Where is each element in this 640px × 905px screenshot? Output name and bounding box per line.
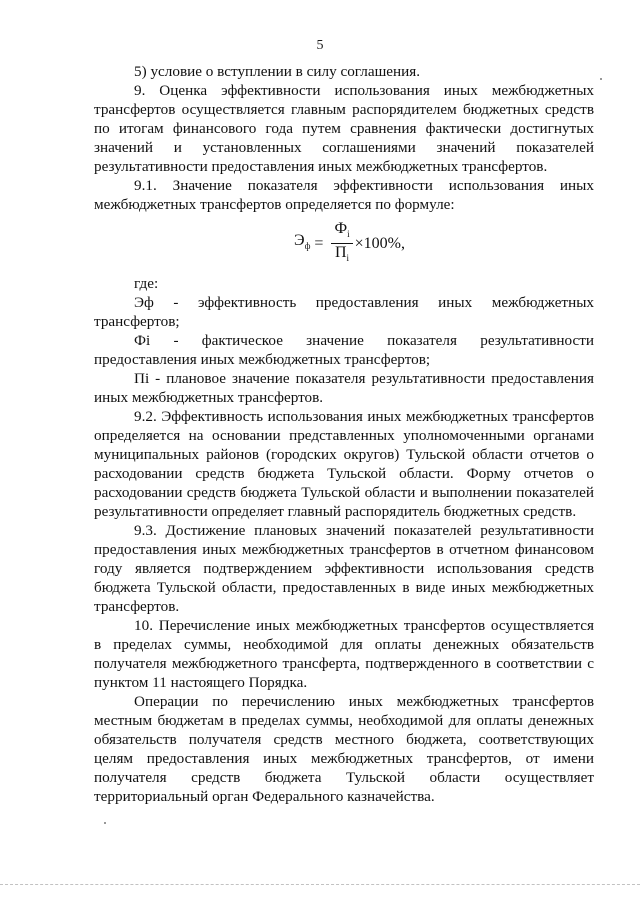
formula-fraction	[331, 220, 352, 267]
paragraph: 10. Перечисление иных межбюджетных трансфертов осуществляется в пределах суммы, необходимой для оплаты денежных обязательств получателя межбюджетного трансферта, подтвержденного в соответствии с пунктом 11 настоящего Порядка.	[94, 617, 594, 691]
scan-speck	[600, 78, 602, 80]
paragraph: 9.3. Достижение плановых значений показателей результативности предоставления иных межбюджетных трансфертов в отчетном финансовом году является подтверждением эффективности использования средств бюджета Тульской области, предоставленных в виде иных межбюджетных трансфертов.	[94, 522, 594, 615]
definition: Эф - эффективность предоставления иных межбюджетных трансфертов;	[94, 294, 594, 330]
paragraph: 9.2. Эффективность использования иных межбюджетных трансфертов определяется на основании представленных уполномоченными органами муниципальных районов (городских округов) Тульской области отчетов о расходовании средств бюджета Тульской области. Форму отчетов о расходовании средств бюджета Тульской области и выполнении показателей результативности определяет главный распорядитель бюджетных средств.	[94, 408, 594, 520]
where-label: где:	[134, 275, 159, 292]
scan-artifact-line	[0, 884, 640, 889]
formula-lhs: $Э_ф$	[294, 232, 311, 252]
definition: Пi - плановое значение показателя результативности предоставления иных межбюджетных трансфертов.	[94, 370, 594, 406]
scan-speck	[104, 822, 106, 824]
paragraph: 9.1. Значение показателя эффективности использования иных межбюджетных трансфертов определяется по формуле:	[94, 177, 594, 213]
formula-numerator: $Ф_i$	[331, 220, 352, 244]
efficiency-formula: $Э_ф$ = $\frac{Ф_i}{П_i}$ ×100%,	[94, 214, 594, 274]
formula-denominator: $П_i$	[334, 244, 350, 264]
definition: Фi - фактическое значение показателя результативности предоставления иных межбюджетных трансфертов;	[94, 332, 594, 368]
page-number: 5	[316, 38, 324, 53]
paragraph: 9. Оценка эффективности использования иных межбюджетных трансфертов осуществляется главным распорядителем бюджетных средств по итогам финансового года путем сравнения фактически достигнутых значений и установленных соглашениями значений показателей результативности предоставления иных межбюджетных трансфертов.	[94, 82, 594, 175]
document-body	[94, 62, 594, 806]
formula-multiplier: ×100%,	[354, 235, 405, 253]
paragraph: Операции по перечислению иных межбюджетных трансфертов местным бюджетам в пределах суммы, необходимой для оплаты денежных обязательств получателя средств местного бюджета, соответствующих целям предоставления иных межбюджетных трансфертов, от имени получателя средств бюджета Тульской области осуществляет территориальный орган Федерального казначейства.	[94, 693, 594, 805]
paragraph: 5) условие о вступлении в силу соглашения.	[134, 63, 421, 80]
